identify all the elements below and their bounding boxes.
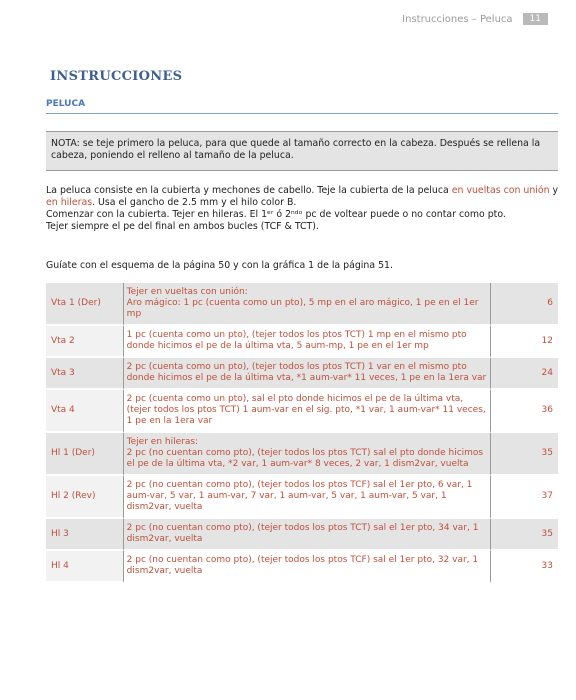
row-stitch-count: 12 — [491, 326, 558, 358]
section-rule — [46, 113, 558, 114]
guide-paragraph: Guíate con el esquema de la página 50 y con la gráfica 1 de la página 51. — [46, 260, 393, 271]
row-instructions: 2 pc (no cuentan como pto), (tejer todos los ptos TCF) sal el 1er pto, 32 var, 1 dism2var, vuelta — [123, 551, 492, 583]
row-stitch-count: 24 — [491, 358, 558, 390]
intro-text-c: y — [549, 185, 559, 196]
intro-text-e: . Usa el gancho de 2.5 mm y el hilo color B. — [92, 197, 297, 208]
row-instructions: 2 pc (no cuentan como pto), (tejer todos los ptos TCF) sal el 1er pto, 6 var, 1 aum-var, 5 var, 1 aum-var, 7 var, 1 aum-var, 5 var, 1 aum-var, 5 var, 1 dism2var, vuelta — [123, 476, 492, 519]
intro-highlight-rows: en hileras — [46, 197, 93, 208]
section-title: PELUCA — [46, 99, 86, 109]
row-label: Vta 4 — [46, 390, 123, 433]
note-box: NOTA: se teje primero la peluca, para que quede al tamaño correcto en la cabeza. Después se rellena la cabeza, poniendo el relleno al tamaño de la peluca. — [46, 131, 558, 171]
row-label: Vta 2 — [46, 326, 123, 358]
row-instructions: 1 pc (cuenta como un pto), (tejer todos los ptos TCT) 1 mp en el mismo pto donde hicimos el pe de la última vta, 5 aum-mp, 1 pe en el 1er mp — [123, 326, 492, 358]
row-stitch-count: 33 — [491, 551, 558, 583]
row-stitch-count: 37 — [491, 476, 558, 519]
table-row — [46, 326, 558, 358]
row-instructions: Tejer en vueltas con unión: Aro mágico: 1 pc (cuenta como un pto), 5 mp en el aro mágico, 1 pe en el 1er mp — [123, 283, 492, 326]
table-row — [46, 433, 558, 476]
intro-text-a: La peluca consiste en la cubierta y mechones de cabello. Teje la cubierta de la peluca — [46, 185, 452, 196]
row-label: Hl 2 (Rev) — [46, 476, 123, 519]
row-label: Hl 3 — [46, 519, 123, 551]
row-label: Hl 4 — [46, 551, 123, 583]
intro-highlight-rounds: en vueltas con unión — [451, 185, 550, 196]
row-instructions: 2 pc (cuenta como un pto), sal el pto donde hicimos el pe de la última vta, (tejer todos los ptos TCT) 1 aum-var en el sig. pto, *1 var, 1 aum-var* 11 veces, 1 pe en la 1era var — [123, 390, 492, 433]
table-row — [46, 519, 558, 551]
row-stitch-count: 35 — [491, 433, 558, 476]
intro-paragraph — [46, 185, 561, 233]
table-row — [46, 283, 558, 326]
table-row — [46, 551, 558, 583]
row-label: Vta 1 (Der) — [46, 283, 123, 326]
page-header — [402, 13, 548, 25]
intro-line-3: Tejer siempre el pe del final en ambos bucles (TCF & TCT). — [46, 221, 319, 232]
row-instructions: 2 pc (no cuentan como pto), (tejer todos los ptos TCT) sal el 1er pto, 34 var, 1 dism2var, vuelta — [123, 519, 492, 551]
pattern-table — [46, 283, 558, 583]
row-stitch-count: 36 — [491, 390, 558, 433]
row-stitch-count: 6 — [491, 283, 558, 326]
header-title: Instrucciones – Peluca — [402, 13, 513, 25]
table-row — [46, 358, 558, 390]
intro-line-2: Comenzar con la cubierta. Tejer en hileras. El 1ᵉʳ ó 2ⁿᵈᵒ pc de voltear puede o no contar como pto. — [46, 209, 506, 220]
table-row — [46, 476, 558, 519]
page-number: 11 — [523, 13, 548, 25]
page-title: INSTRUCCIONES — [50, 69, 183, 84]
row-label: Vta 3 — [46, 358, 123, 390]
row-label: Hl 1 (Der) — [46, 433, 123, 476]
row-instructions: Tejer en hileras: 2 pc (no cuentan como pto), (tejer todos los ptos TCT) sal el pto donde hicimos el pe de la última vta, *2 var, 1 aum-var* 8 veces, 2 var, 1 dism2var, vuelta — [123, 433, 492, 476]
row-stitch-count: 35 — [491, 519, 558, 551]
table-row — [46, 390, 558, 433]
row-instructions: 2 pc (cuenta como un pto), (tejer todos los ptos TCT) 1 var en el mismo pto donde hicimos el pe de la última vta, *1 aum-var* 11 veces, 1 pe en la 1era var — [123, 358, 492, 390]
